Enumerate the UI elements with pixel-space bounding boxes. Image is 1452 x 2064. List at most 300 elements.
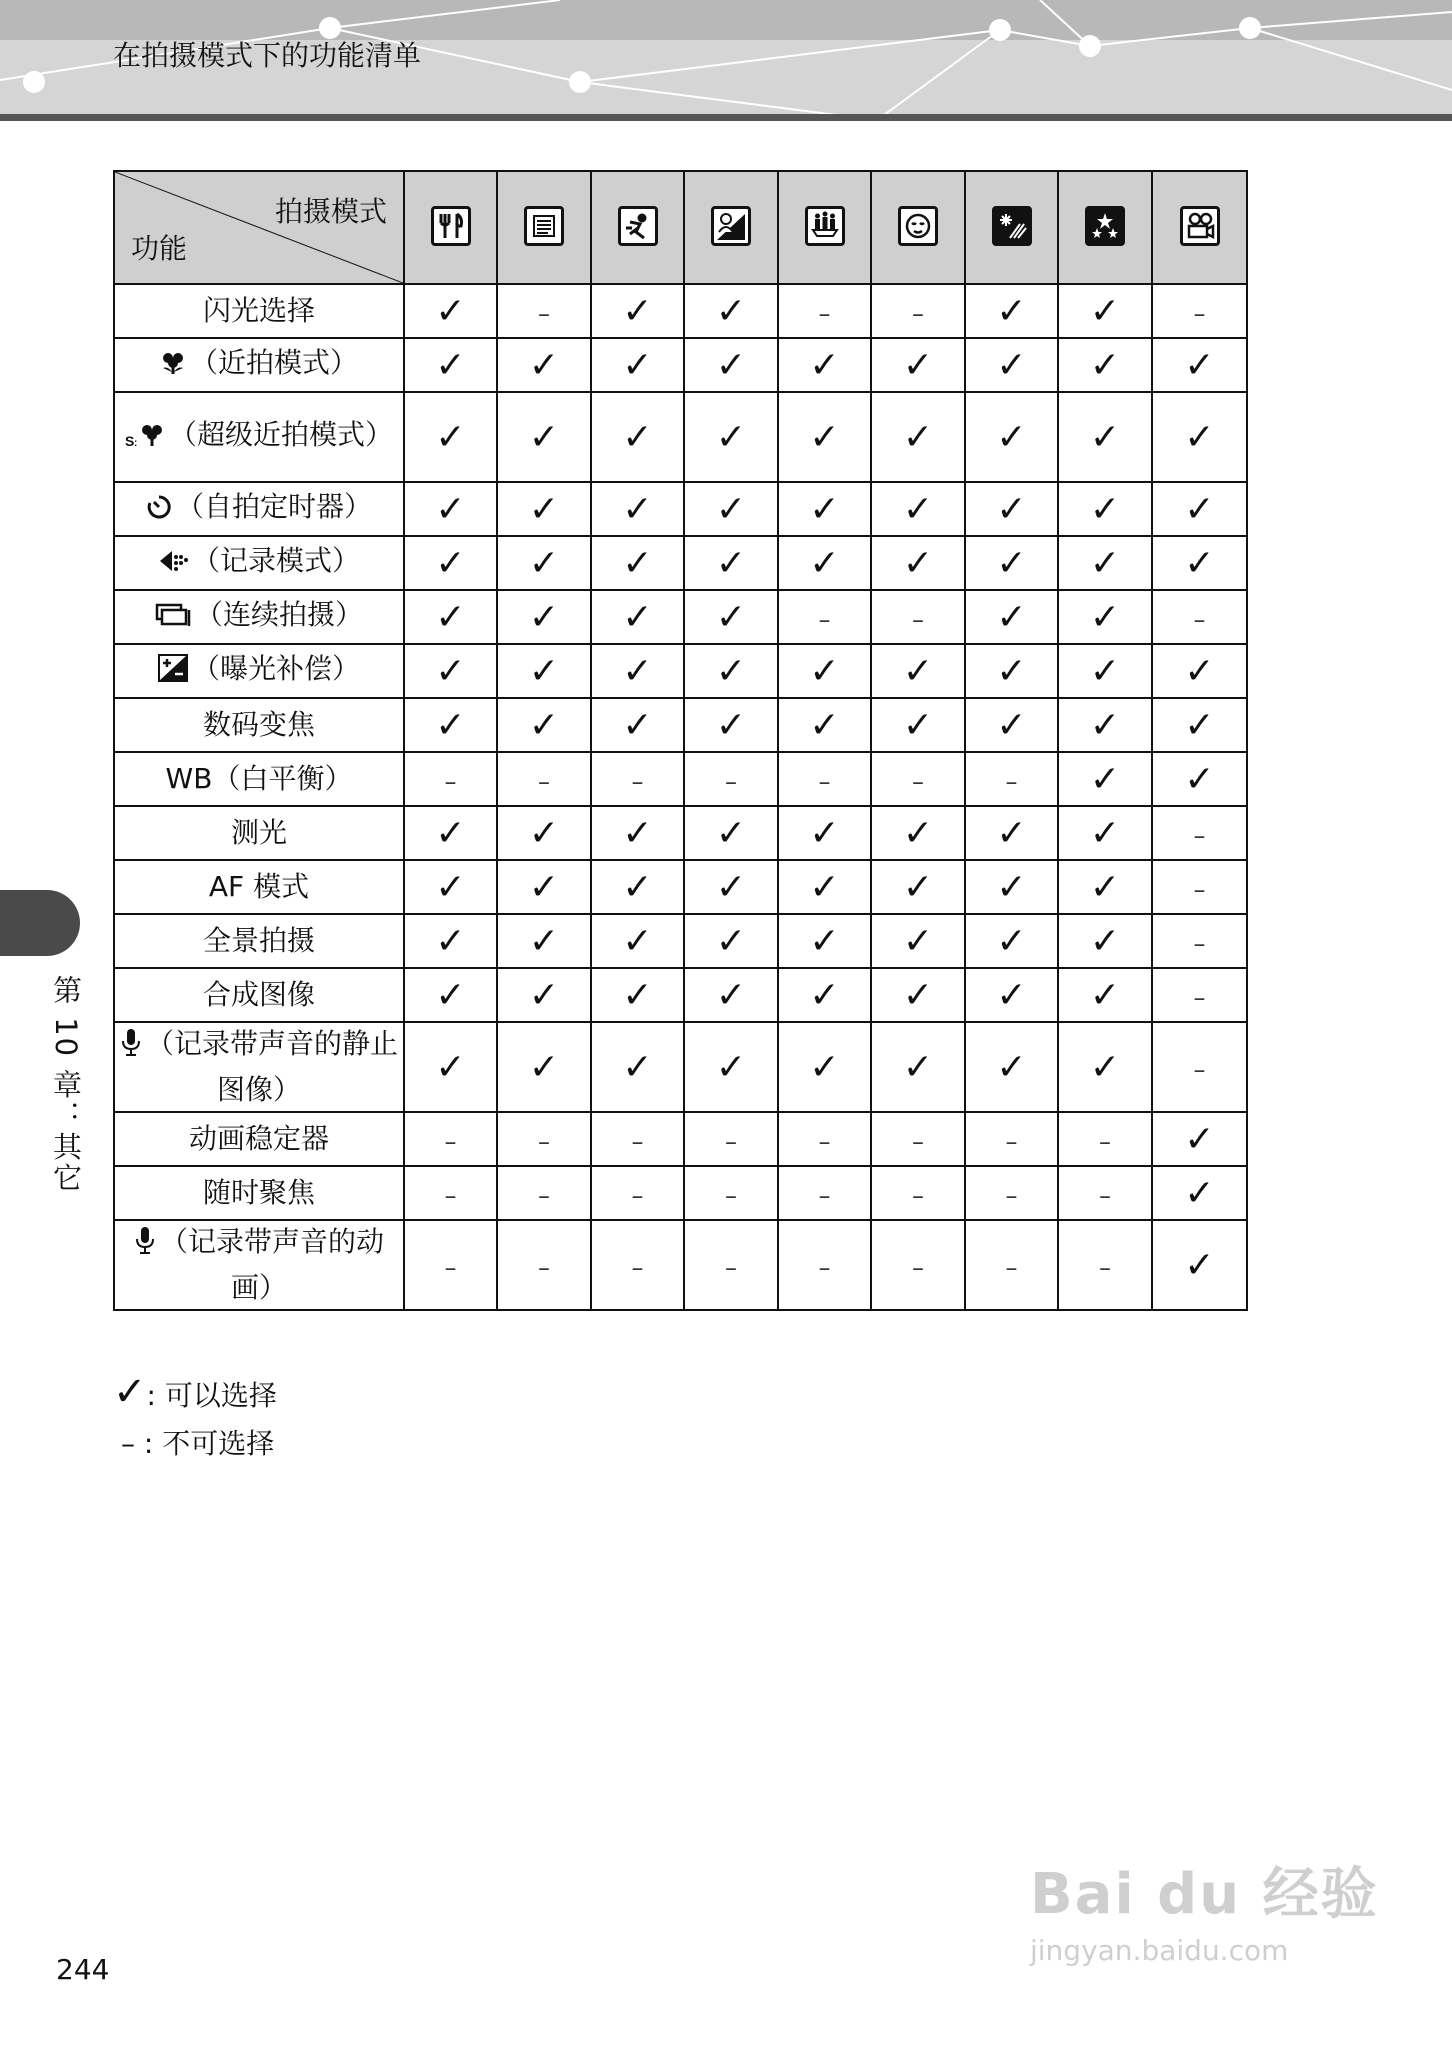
dash-icon: – bbox=[631, 768, 644, 796]
availability-cell bbox=[1058, 752, 1152, 806]
check-icon: ✓ bbox=[902, 974, 934, 1016]
function-name-cell bbox=[114, 1112, 404, 1166]
availability-cell bbox=[1152, 644, 1247, 698]
availability-cell bbox=[778, 284, 871, 338]
mode-column-self-portrait bbox=[684, 171, 778, 284]
dash-icon: – bbox=[1193, 822, 1206, 850]
exposure-compensation-icon bbox=[158, 652, 188, 694]
check-icon: ✓ bbox=[1184, 488, 1215, 530]
availability-cell bbox=[778, 644, 871, 698]
check-icon: ✓ bbox=[622, 1046, 653, 1088]
check-icon: ✓ bbox=[809, 488, 840, 530]
function-header: 功能 bbox=[131, 232, 188, 265]
availability-cell bbox=[778, 752, 871, 806]
record-mode-icon bbox=[158, 544, 188, 586]
header-band bbox=[0, 0, 1452, 118]
stars-mode-icon bbox=[1085, 206, 1125, 246]
availability-cell bbox=[871, 806, 965, 860]
availability-cell bbox=[497, 1220, 591, 1310]
legend bbox=[113, 1368, 277, 1468]
availability-cell bbox=[591, 284, 684, 338]
dash-icon: – bbox=[818, 300, 831, 328]
table-row bbox=[114, 482, 1247, 536]
watermark-url: jingyan.baidu.com bbox=[1030, 1934, 1289, 1967]
function-name-cell bbox=[114, 698, 404, 752]
availability-cell bbox=[1152, 590, 1247, 644]
function-name-cell bbox=[114, 590, 404, 644]
check-icon: ✓ bbox=[1184, 758, 1215, 800]
restaurant-mode-icon bbox=[431, 206, 471, 246]
availability-cell bbox=[871, 698, 965, 752]
check-icon: ✓ bbox=[113, 1369, 147, 1415]
availability-cell bbox=[778, 914, 871, 968]
microphone-icon bbox=[134, 1225, 156, 1267]
dash-icon: – bbox=[725, 768, 737, 796]
check-icon: ✓ bbox=[715, 416, 747, 458]
check-icon: ✓ bbox=[622, 974, 653, 1016]
function-label: 数码变焦 bbox=[202, 708, 315, 741]
availability-cell bbox=[965, 1022, 1058, 1112]
availability-cell bbox=[497, 860, 591, 914]
mode-column-sport bbox=[591, 171, 684, 284]
check-icon: ✓ bbox=[1184, 344, 1215, 386]
availability-cell bbox=[871, 284, 965, 338]
check-icon: ✓ bbox=[435, 650, 466, 692]
dash-icon: – bbox=[121, 1427, 135, 1460]
mode-column-stars bbox=[1058, 171, 1152, 284]
availability-cell bbox=[684, 1166, 778, 1220]
table-row bbox=[114, 536, 1247, 590]
check-icon: ✓ bbox=[528, 488, 560, 530]
availability-cell bbox=[871, 1112, 965, 1166]
check-icon: ✓ bbox=[996, 416, 1027, 458]
check-icon: ✓ bbox=[996, 974, 1027, 1016]
check-icon: ✓ bbox=[996, 344, 1027, 386]
check-icon: ✓ bbox=[1184, 1172, 1215, 1214]
baidu-watermark bbox=[1030, 1850, 1379, 1967]
check-icon: ✓ bbox=[996, 812, 1027, 854]
availability-cell bbox=[404, 1112, 497, 1166]
availability-cell bbox=[965, 338, 1058, 392]
availability-cell bbox=[404, 914, 497, 968]
availability-cell bbox=[497, 536, 591, 590]
check-icon: ✓ bbox=[435, 488, 466, 530]
dash-icon: – bbox=[912, 1182, 924, 1210]
mode-column-restaurant bbox=[404, 171, 497, 284]
availability-cell bbox=[778, 1112, 871, 1166]
availability-cell bbox=[965, 860, 1058, 914]
check-icon: ✓ bbox=[902, 650, 934, 692]
availability-cell bbox=[871, 338, 965, 392]
check-icon: ✓ bbox=[996, 704, 1027, 746]
check-icon: ✓ bbox=[996, 596, 1027, 638]
table-row bbox=[114, 1220, 1247, 1310]
availability-cell bbox=[1152, 1112, 1247, 1166]
fireworks-mode-icon bbox=[992, 206, 1032, 246]
availability-cell bbox=[1152, 284, 1247, 338]
function-table-body bbox=[114, 284, 1247, 1310]
check-icon: ✓ bbox=[715, 866, 747, 908]
dash-icon: – bbox=[1193, 876, 1206, 904]
check-icon: ✓ bbox=[715, 542, 747, 584]
check-icon: ✓ bbox=[715, 704, 747, 746]
availability-cell bbox=[965, 536, 1058, 590]
table-row bbox=[114, 284, 1247, 338]
function-label: （记录带声音的动画） bbox=[159, 1225, 384, 1304]
availability-cell bbox=[871, 752, 965, 806]
availability-cell bbox=[684, 1022, 778, 1112]
dash-icon: – bbox=[538, 300, 550, 328]
availability-cell bbox=[965, 1166, 1058, 1220]
check-icon: ✓ bbox=[622, 542, 653, 584]
check-icon: ✓ bbox=[622, 344, 653, 386]
check-icon: ✓ bbox=[1089, 704, 1121, 746]
check-icon: ✓ bbox=[809, 542, 840, 584]
availability-cell bbox=[1058, 644, 1152, 698]
availability-cell bbox=[684, 644, 778, 698]
function-label: （连续拍摄） bbox=[194, 598, 363, 631]
availability-cell bbox=[591, 698, 684, 752]
availability-cell bbox=[684, 392, 778, 482]
availability-cell bbox=[1058, 1112, 1152, 1166]
check-icon: ✓ bbox=[435, 596, 466, 638]
check-icon: ✓ bbox=[1184, 416, 1215, 458]
dash-icon: – bbox=[444, 768, 457, 796]
check-icon: ✓ bbox=[622, 488, 653, 530]
function-name-cell bbox=[114, 914, 404, 968]
availability-cell bbox=[1058, 698, 1152, 752]
check-icon: ✓ bbox=[902, 1046, 934, 1088]
check-icon: ✓ bbox=[435, 812, 466, 854]
dash-icon: – bbox=[1193, 606, 1206, 634]
dash-icon: – bbox=[1005, 768, 1018, 796]
availability-cell bbox=[778, 968, 871, 1022]
macro-icon bbox=[160, 346, 186, 388]
dash-icon: – bbox=[1099, 1128, 1111, 1156]
function-name-cell bbox=[114, 392, 404, 482]
availability-cell bbox=[497, 1112, 591, 1166]
availability-cell bbox=[591, 536, 684, 590]
check-icon: ✓ bbox=[1089, 596, 1121, 638]
availability-cell bbox=[965, 284, 1058, 338]
availability-cell bbox=[965, 752, 1058, 806]
availability-cell bbox=[778, 590, 871, 644]
availability-cell bbox=[778, 1166, 871, 1220]
availability-cell bbox=[591, 914, 684, 968]
availability-cell bbox=[497, 968, 591, 1022]
availability-cell bbox=[497, 698, 591, 752]
table-row bbox=[114, 1022, 1247, 1112]
check-icon: ✓ bbox=[1089, 344, 1121, 386]
check-icon: ✓ bbox=[1089, 1046, 1121, 1088]
sport-mode-icon bbox=[618, 206, 658, 246]
legend-selectable bbox=[113, 1368, 277, 1420]
function-name-cell bbox=[114, 1022, 404, 1112]
dash-icon: – bbox=[1005, 1254, 1018, 1282]
table-row bbox=[114, 1166, 1247, 1220]
availability-cell bbox=[684, 914, 778, 968]
availability-cell bbox=[1058, 392, 1152, 482]
function-label: 闪光选择 bbox=[202, 294, 315, 327]
dash-icon: – bbox=[1193, 300, 1206, 328]
availability-cell bbox=[591, 644, 684, 698]
availability-cell bbox=[778, 482, 871, 536]
availability-cell bbox=[1058, 482, 1152, 536]
availability-cell bbox=[871, 482, 965, 536]
availability-cell bbox=[591, 338, 684, 392]
dash-icon: – bbox=[538, 1254, 550, 1282]
availability-cell bbox=[778, 698, 871, 752]
availability-cell bbox=[404, 860, 497, 914]
check-icon: ✓ bbox=[1184, 542, 1215, 584]
check-icon: ✓ bbox=[809, 866, 840, 908]
check-icon: ✓ bbox=[622, 650, 653, 692]
availability-cell bbox=[965, 806, 1058, 860]
movie-mode-icon bbox=[1180, 206, 1220, 246]
check-icon: ✓ bbox=[902, 866, 934, 908]
function-name-cell bbox=[114, 482, 404, 536]
function-label: AF 模式 bbox=[208, 870, 310, 903]
availability-cell bbox=[1058, 284, 1152, 338]
availability-cell bbox=[871, 536, 965, 590]
availability-cell bbox=[684, 482, 778, 536]
microphone-icon bbox=[120, 1027, 142, 1069]
availability-cell bbox=[684, 806, 778, 860]
availability-cell bbox=[591, 860, 684, 914]
table-row bbox=[114, 914, 1247, 968]
function-label: 合成图像 bbox=[202, 978, 315, 1011]
function-label: （自拍定时器） bbox=[175, 490, 372, 523]
check-icon: ✓ bbox=[996, 866, 1027, 908]
table-row bbox=[114, 752, 1247, 806]
dash-icon: – bbox=[912, 768, 924, 796]
availability-cell bbox=[965, 698, 1058, 752]
availability-cell bbox=[1152, 482, 1247, 536]
table-row bbox=[114, 968, 1247, 1022]
svg-text:S: S bbox=[124, 433, 135, 448]
check-icon: ✓ bbox=[435, 290, 466, 332]
check-icon: ✓ bbox=[715, 920, 747, 962]
check-icon: ✓ bbox=[528, 416, 560, 458]
availability-cell bbox=[965, 968, 1058, 1022]
availability-cell bbox=[591, 806, 684, 860]
check-icon: ✓ bbox=[435, 704, 466, 746]
availability-cell bbox=[1058, 1220, 1152, 1310]
check-icon: ✓ bbox=[715, 344, 747, 386]
availability-cell bbox=[778, 338, 871, 392]
dash-icon: – bbox=[912, 300, 924, 328]
legend-not-selectable bbox=[113, 1420, 277, 1468]
check-icon: ✓ bbox=[715, 974, 747, 1016]
check-icon: ✓ bbox=[809, 1046, 840, 1088]
dash-icon: – bbox=[818, 1182, 831, 1210]
check-icon: ✓ bbox=[528, 974, 560, 1016]
page-number: 244 bbox=[56, 1953, 110, 1986]
availability-cell bbox=[1058, 806, 1152, 860]
svg-text::: : bbox=[133, 438, 138, 448]
check-icon: ✓ bbox=[715, 488, 747, 530]
mode-column-document bbox=[497, 171, 591, 284]
availability-cell bbox=[591, 1166, 684, 1220]
availability-cell bbox=[1152, 752, 1247, 806]
availability-cell bbox=[965, 1220, 1058, 1310]
availability-cell bbox=[1152, 338, 1247, 392]
super-macro-icon bbox=[125, 418, 165, 460]
candle-mode-icon bbox=[805, 206, 845, 246]
check-icon: ✓ bbox=[1089, 920, 1121, 962]
shooting-mode-header: 拍摄模式 bbox=[274, 195, 387, 228]
dash-icon: – bbox=[1193, 984, 1206, 1012]
availability-cell bbox=[591, 392, 684, 482]
check-icon: ✓ bbox=[1089, 416, 1121, 458]
availability-cell bbox=[684, 1220, 778, 1310]
check-icon: ✓ bbox=[809, 974, 840, 1016]
check-icon: ✓ bbox=[1089, 542, 1121, 584]
availability-cell bbox=[1152, 1166, 1247, 1220]
availability-cell bbox=[497, 338, 591, 392]
table-row bbox=[114, 806, 1247, 860]
check-icon: ✓ bbox=[902, 416, 934, 458]
function-label: 随时聚焦 bbox=[202, 1176, 315, 1209]
check-icon: ✓ bbox=[996, 920, 1027, 962]
check-icon: ✓ bbox=[902, 488, 934, 530]
sleeping-face-mode-icon bbox=[898, 206, 938, 246]
check-icon: ✓ bbox=[809, 650, 840, 692]
availability-cell bbox=[965, 1112, 1058, 1166]
function-name-cell bbox=[114, 284, 404, 338]
function-label: 动画稳定器 bbox=[188, 1122, 329, 1155]
check-icon: ✓ bbox=[715, 596, 747, 638]
check-icon: ✓ bbox=[528, 1046, 560, 1088]
dash-icon: – bbox=[538, 1182, 550, 1210]
availability-cell bbox=[1152, 968, 1247, 1022]
availability-cell bbox=[404, 590, 497, 644]
check-icon: ✓ bbox=[1089, 974, 1121, 1016]
availability-cell bbox=[684, 698, 778, 752]
availability-cell bbox=[778, 860, 871, 914]
function-name-cell bbox=[114, 752, 404, 806]
check-icon: ✓ bbox=[435, 1046, 466, 1088]
availability-cell bbox=[871, 968, 965, 1022]
function-name-cell bbox=[114, 1220, 404, 1310]
availability-cell bbox=[684, 860, 778, 914]
availability-cell bbox=[1152, 1022, 1247, 1112]
check-icon: ✓ bbox=[715, 812, 747, 854]
availability-cell bbox=[1152, 698, 1247, 752]
function-name-cell bbox=[114, 536, 404, 590]
check-icon: ✓ bbox=[809, 812, 840, 854]
legend-not-selectable-text: : 不可选择 bbox=[135, 1427, 275, 1460]
function-label: （记录带声音的静止图像） bbox=[145, 1027, 398, 1106]
availability-cell bbox=[591, 590, 684, 644]
check-icon: ✓ bbox=[1089, 758, 1121, 800]
check-icon: ✓ bbox=[715, 650, 747, 692]
dash-icon: – bbox=[444, 1182, 457, 1210]
check-icon: ✓ bbox=[902, 542, 934, 584]
availability-cell bbox=[497, 590, 591, 644]
function-name-cell bbox=[114, 338, 404, 392]
check-icon: ✓ bbox=[622, 920, 653, 962]
check-icon: ✓ bbox=[528, 344, 560, 386]
dash-icon: – bbox=[538, 768, 550, 796]
check-icon: ✓ bbox=[1184, 704, 1215, 746]
legend-selectable-text: : 可以选择 bbox=[146, 1379, 277, 1412]
availability-cell bbox=[497, 284, 591, 338]
availability-cell bbox=[778, 1022, 871, 1112]
check-icon: ✓ bbox=[435, 344, 466, 386]
check-icon: ✓ bbox=[809, 704, 840, 746]
check-icon: ✓ bbox=[622, 596, 653, 638]
check-icon: ✓ bbox=[622, 416, 653, 458]
dash-icon: – bbox=[818, 1128, 831, 1156]
watermark-brand: Bai du 经验 bbox=[1030, 1862, 1379, 1927]
availability-cell bbox=[965, 914, 1058, 968]
availability-cell bbox=[404, 752, 497, 806]
check-icon: ✓ bbox=[528, 704, 560, 746]
availability-cell bbox=[778, 806, 871, 860]
availability-cell bbox=[1152, 860, 1247, 914]
availability-cell bbox=[1058, 968, 1152, 1022]
check-icon: ✓ bbox=[1184, 1244, 1215, 1286]
availability-cell bbox=[871, 1166, 965, 1220]
availability-cell bbox=[871, 914, 965, 968]
availability-cell bbox=[778, 392, 871, 482]
availability-cell bbox=[497, 806, 591, 860]
check-icon: ✓ bbox=[435, 974, 466, 1016]
check-icon: ✓ bbox=[996, 290, 1027, 332]
check-icon: ✓ bbox=[1089, 290, 1121, 332]
availability-cell bbox=[497, 482, 591, 536]
availability-cell bbox=[1152, 392, 1247, 482]
check-icon: ✓ bbox=[996, 1046, 1027, 1088]
mode-column-candle bbox=[778, 171, 871, 284]
dash-icon: – bbox=[444, 1128, 457, 1156]
continuous-shooting-icon bbox=[155, 598, 191, 640]
dash-icon: – bbox=[912, 1254, 924, 1282]
availability-cell bbox=[404, 644, 497, 698]
dash-icon: – bbox=[538, 1128, 550, 1156]
availability-cell bbox=[591, 752, 684, 806]
availability-cell bbox=[965, 644, 1058, 698]
check-icon: ✓ bbox=[715, 290, 747, 332]
function-label: （记录模式） bbox=[191, 544, 360, 577]
dash-icon: – bbox=[631, 1128, 644, 1156]
dash-icon: – bbox=[1099, 1182, 1111, 1210]
dash-icon: – bbox=[725, 1182, 737, 1210]
function-name-cell bbox=[114, 968, 404, 1022]
table-row bbox=[114, 1112, 1247, 1166]
function-label: （超级近拍模式） bbox=[168, 418, 393, 451]
function-label: （曝光补偿） bbox=[191, 652, 360, 685]
check-icon: ✓ bbox=[435, 542, 466, 584]
availability-cell bbox=[591, 1220, 684, 1310]
dash-icon: – bbox=[631, 1182, 644, 1210]
availability-cell bbox=[404, 1166, 497, 1220]
availability-cell bbox=[871, 1220, 965, 1310]
self-timer-icon bbox=[146, 490, 172, 532]
availability-cell bbox=[1058, 590, 1152, 644]
chapter-label: 第 10 章：其它 bbox=[49, 975, 83, 1194]
dash-icon: – bbox=[818, 1254, 831, 1282]
dash-icon: – bbox=[1005, 1182, 1018, 1210]
header-divider bbox=[0, 114, 1452, 121]
check-icon: ✓ bbox=[902, 344, 934, 386]
availability-cell bbox=[965, 482, 1058, 536]
availability-cell bbox=[684, 968, 778, 1022]
check-icon: ✓ bbox=[902, 920, 934, 962]
check-icon: ✓ bbox=[528, 920, 560, 962]
page-title: 在拍摄模式下的功能清单 bbox=[113, 39, 422, 72]
